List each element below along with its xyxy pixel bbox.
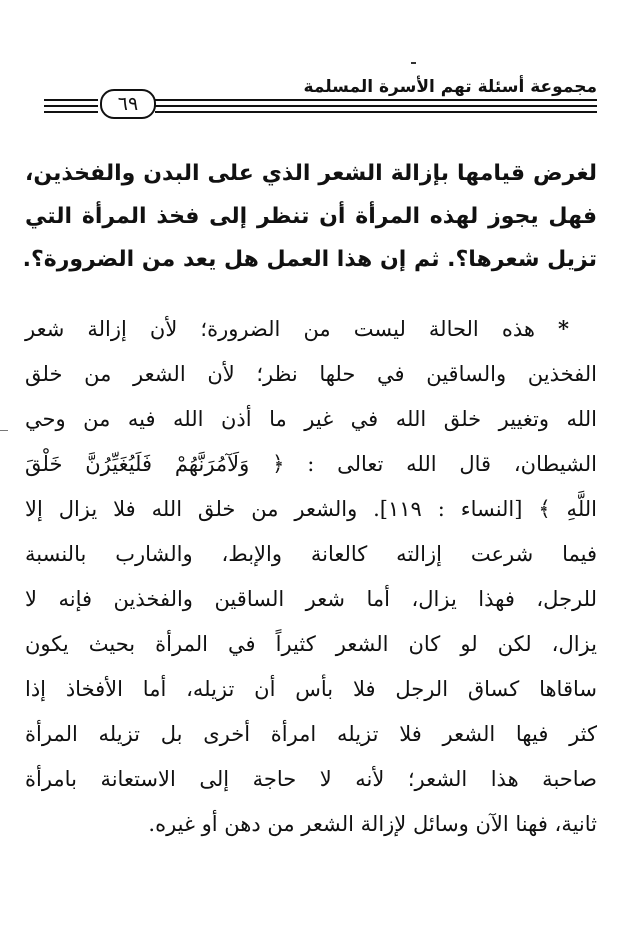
header-rule-left — [44, 96, 98, 114]
answer-line: ساقاها كساق الرجل فلا بأس أن تزيله، أما الأفخاذ إذا — [25, 677, 597, 701]
answer-line: هذه الحالة ليست من الضرورة؛ لأن إزالة شعر — [25, 317, 535, 341]
print-mark — [411, 62, 416, 64]
answer-line: ثانية، فهنا الآن وسائل لإزالة الشعر من دهن أو غيره. — [148, 812, 597, 836]
question-text — [22, 152, 597, 281]
answer-line: للرجل، فهذا يزال، أما شعر الساقين والفخذين فإنه لا — [25, 587, 597, 611]
answer-line: الله وتغيير خلق الله في غير ما أذن الله فيه من وحي — [25, 407, 597, 431]
header-rule-right — [155, 96, 597, 114]
answer-text — [25, 306, 597, 847]
answer-line-quran-verse: الشيطان، قال الله تعالى : ﴿ وَلَآمُرَنَّهُمْ فَلَيُغَيِّرُنَّ خَلْقَ — [25, 452, 597, 476]
page-number-badge: ٦٩ — [100, 89, 156, 119]
answer-line-first — [25, 306, 597, 352]
answer-line: كثر فيها الشعر فلا تزيله امرأة أخرى بل تزيله المرأة — [25, 722, 597, 746]
bullet-star-icon: * — [558, 316, 569, 341]
running-header-title: مجموعة أسئلة تهم الأسرة المسلمة — [303, 77, 597, 97]
question-line: فهل يجوز لهذه المرأة أن تنظر إلى فخذ المرأة التي — [25, 204, 597, 229]
answer-line: الفخذين والساقين في حلها نظر؛ لأن الشعر من خلق — [25, 362, 597, 386]
margin-tick — [0, 430, 8, 431]
answer-line-citation: اللَّهِ ﴾ [النساء : ١١٩]. والشعر من خلق الله فلا يزال إلا — [25, 497, 597, 521]
question-line: تزيل شعرها؟. ثم إن هذا العمل هل يعد من الضرورة؟. — [22, 247, 597, 272]
answer-line: فيما شرعت إزالته كالعانة والإبط، والشارب بالنسبة — [25, 542, 597, 566]
answer-line: يزال، لكن لو كان الشعر كثيراً في المرأة بحيث يكون — [25, 632, 597, 656]
question-line: لغرض قيامها بإزالة الشعر الذي على البدن والفخذين، — [25, 161, 597, 186]
answer-line: صاحبة هذا الشعر؛ لأنه لا حاجة إلى الاستعانة بامرأة — [25, 767, 597, 791]
